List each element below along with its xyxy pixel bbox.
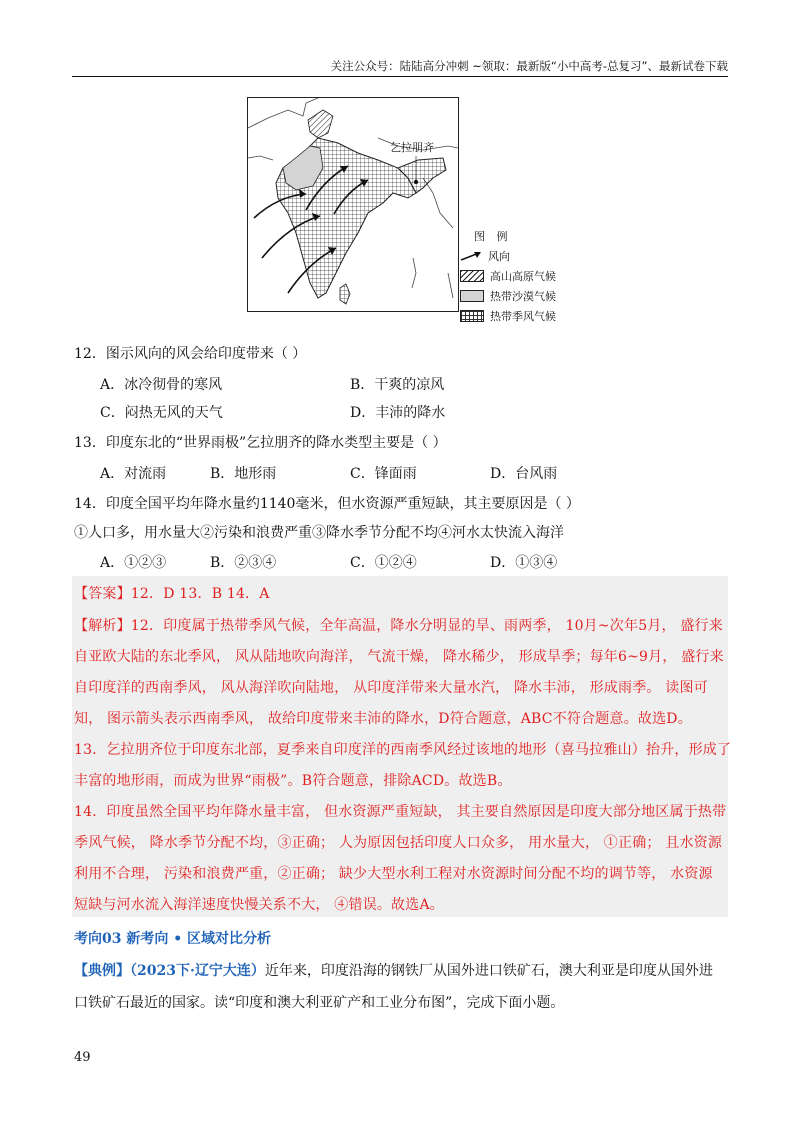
gray-swatch-icon [460, 290, 484, 302]
analysis-line-8: 季风气候， 降水季节分配不均，③正确； 人为原因包括印度人口众多， 用水量大， ①正确； 且水资源 [74, 835, 723, 851]
q12-option-a: A．冰冷彻骨的寒风 [100, 377, 223, 393]
highland-region [308, 110, 333, 138]
example-line-1 [74, 960, 713, 980]
example-line-2: 口铁矿石最近的国家。读“印度和澳大利亚矿产和工业分布图”，完成下面小题。 [74, 995, 565, 1011]
legend-desert-label: 热带沙漠气候 [490, 290, 556, 303]
analysis-line-2: 自亚欧大陆的东北季风， 风从陆地吹向海洋， 气流干燥， 降水稀少， 形成旱季；每年6~9月， 盛行来 [74, 649, 724, 665]
example-tag: 【典例】（2023下·辽宁大连） [74, 963, 265, 979]
grid-swatch-icon [460, 310, 484, 322]
map-svg [248, 98, 458, 311]
q14-option-d: D．①③④ [490, 555, 558, 571]
analysis-line-10: 短缺与河水流入海洋速度快慢关系不大， ④错误。故选A。 [74, 897, 444, 913]
analysis-line-1: 【解析】12．印度属于热带季风气候，全年高温，降水分明显的旱、雨两季， 10月~次年5月， 盛行来 [74, 618, 723, 634]
legend-monsoon-label: 热带季风气候 [490, 310, 556, 323]
city-label: 乞拉朋齐 [390, 141, 434, 154]
legend-desert [460, 288, 556, 304]
legend-highland-label: 高山高原气候 [490, 270, 556, 283]
legend-title: 图 例 [474, 230, 512, 243]
legend-wind [460, 248, 510, 264]
q12-option-b: B．干爽的凉风 [350, 377, 445, 393]
india-climate-map [247, 97, 459, 312]
arrow-icon [460, 250, 482, 262]
q14-option-a: A．①②③ [100, 555, 167, 571]
q13-option-c: C．锋面雨 [350, 466, 417, 482]
q13-option-a: A．对流雨 [100, 466, 167, 482]
analysis-line-6: 丰富的地形雨，而成为世界“雨极”。B符合题意，排除ACD。故选B。 [74, 773, 512, 789]
answer-key: 【答案】12．D 13．B 14．A [74, 586, 270, 602]
analysis-line-4: 知， 图示箭头表示西南季风， 故给印度带来丰沛的降水，D符合题意，ABC不符合题意。故选D。 [74, 711, 692, 727]
analysis-line-9: 利用不合理， 污染和浪费严重，②正确； 缺少大型水利工程对水资源时间分配不均的调节等， 水资源 [74, 866, 713, 882]
q12-option-c: C．闷热无风的天气 [100, 405, 223, 421]
section-title: 考向03 新考向 • 区域对比分析 [74, 931, 272, 947]
header-rule [72, 76, 728, 77]
analysis-line-7: 14．印度虽然全国平均年降水量丰富， 但水资源严重短缺， 其主要自然原因是印度大部分地区属于热带 [74, 804, 727, 820]
example-text-1: 近年来，印度沿海的钢铁厂从国外进口铁矿石，澳大利亚是印度从国外进 [264, 963, 713, 979]
page-number: 49 [74, 1050, 91, 1065]
question-12-stem: 12．图示风向的风会给印度带来（ ） [74, 346, 307, 362]
hatch-swatch-icon [460, 270, 484, 282]
analysis-line-3: 自印度洋的西南季风， 风从海洋吹向陆地， 从印度洋带来大量水汽， 降水丰沛， 形成雨季。 读图可 [74, 680, 708, 696]
q14-option-c: C．①②④ [350, 555, 417, 571]
question-13-stem: 13．印度东北的“世界雨极”乞拉朋齐的降水类型主要是（ ） [74, 435, 447, 451]
q13-option-d: D．台风雨 [490, 466, 558, 482]
legend-monsoon [460, 308, 556, 324]
analysis-line-5: 13．乞拉朋齐位于印度东北部，夏季来自印度洋的西南季风经过该地的地形（喜马拉雅山）抬升，形成了 [74, 742, 732, 758]
q14-option-b: B．②③④ [210, 555, 277, 571]
legend-highland [460, 268, 556, 284]
question-14-stem: 14．印度全国平均年降水量约1140毫米，但水资源严重短缺，其主要原因是（ ） [74, 496, 580, 512]
q13-option-b: B．地形雨 [210, 466, 277, 482]
q12-option-d: D．丰沛的降水 [350, 405, 446, 421]
legend-wind-label: 风向 [488, 250, 510, 263]
page-header: 关注公众号：陆陆高分冲刺 ~领取：最新版“小中高考-总复习”、最新试卷下载 [330, 59, 728, 73]
question-14-items: ①人口多，用水量大②污染和浪费严重③降水季节分配不均④河水太快流入海洋 [74, 525, 564, 541]
